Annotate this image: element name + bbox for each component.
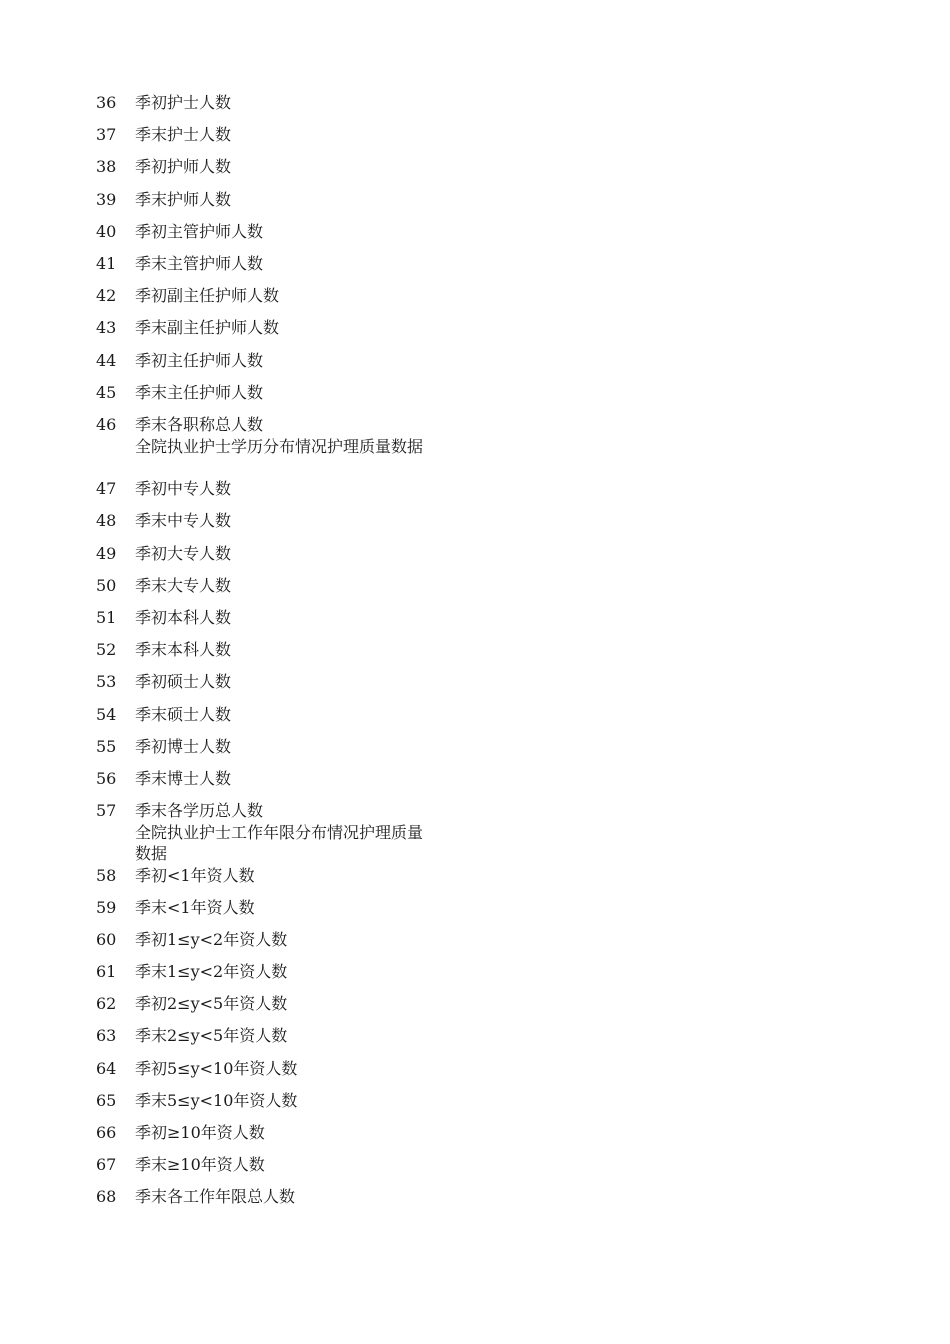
item-number: 58	[96, 865, 117, 885]
item-number: 36	[96, 93, 117, 112]
item-number: 67	[96, 1155, 117, 1175]
item-label: 季末本科人数	[135, 640, 232, 660]
item-label: 季初≥10年资人数	[135, 1123, 265, 1143]
item-label: 季初主管护师人数	[135, 221, 264, 241]
list-item	[96, 317, 516, 349]
item-label-group	[135, 639, 425, 661]
item-number: 53	[96, 672, 117, 692]
item-label: 季末主任护师人数	[135, 382, 264, 402]
item-number: 49	[96, 543, 117, 563]
item-label-group	[135, 800, 425, 864]
list-item	[96, 124, 516, 156]
list-item	[96, 382, 516, 414]
list-item	[96, 1090, 516, 1122]
item-label-group	[135, 189, 425, 211]
item-label-group	[135, 92, 425, 114]
item-number: 54	[96, 704, 117, 724]
item-label: 季末中专人数	[135, 511, 232, 531]
item-label-group	[135, 865, 425, 887]
list-item	[96, 575, 516, 607]
item-number: 52	[96, 640, 117, 660]
item-label: 季初1≤y<2年资人数	[135, 929, 288, 949]
item-label: 季末护士人数	[135, 125, 232, 145]
list-item	[96, 1122, 516, 1154]
item-label: 季末护师人数	[135, 189, 232, 209]
list-item	[96, 800, 516, 864]
item-label-group	[135, 736, 425, 758]
item-number: 41	[96, 253, 117, 273]
item-label: 季末2≤y<5年资人数	[135, 1026, 288, 1046]
item-label: 季初博士人数	[135, 736, 232, 756]
item-label-group	[135, 671, 425, 693]
item-label: 季初护师人数	[135, 157, 232, 177]
item-label-group	[135, 221, 425, 243]
list-item	[96, 92, 516, 124]
item-label: 季末博士人数	[135, 768, 232, 788]
item-label-group	[135, 1154, 425, 1176]
item-number: 64	[96, 1058, 117, 1078]
item-number: 47	[96, 479, 117, 499]
item-label-group	[135, 317, 425, 339]
item-number: 40	[96, 221, 117, 241]
item-label-group	[135, 1058, 425, 1080]
list-item	[96, 639, 516, 671]
item-label: 季初<1年资人数	[135, 865, 255, 885]
list-item	[96, 929, 516, 961]
item-number: 44	[96, 350, 117, 370]
section-heading: 全院执业护士学历分布情况护理质量数据	[135, 436, 424, 456]
list-item	[96, 1186, 516, 1218]
list-item	[96, 704, 516, 736]
item-number: 43	[96, 318, 117, 338]
item-label-group	[135, 929, 425, 951]
item-label: 季末5≤y<10年资人数	[135, 1090, 298, 1110]
item-label-group	[135, 961, 425, 983]
item-label-group	[135, 543, 425, 565]
item-label: 季末各工作年限总人数	[135, 1187, 296, 1207]
item-label: 季初本科人数	[135, 608, 232, 628]
item-label: 季初5≤y<10年资人数	[135, 1058, 298, 1078]
item-number: 59	[96, 897, 117, 917]
item-label-group	[135, 414, 425, 457]
indicator-list	[96, 92, 516, 1219]
item-number: 60	[96, 929, 117, 949]
list-item	[96, 768, 516, 800]
list-item	[96, 607, 516, 639]
list-item	[96, 253, 516, 285]
section-heading: 全院执业护士工作年限分布情况护理质量数据	[135, 823, 424, 864]
item-label-group	[135, 897, 425, 919]
item-number: 51	[96, 608, 117, 628]
item-number: 61	[96, 962, 117, 982]
item-label-group	[135, 704, 425, 726]
item-number: 63	[96, 1026, 117, 1046]
item-label-group	[135, 607, 425, 629]
list-item	[96, 993, 516, 1025]
item-label: 季初中专人数	[135, 479, 232, 499]
item-number: 45	[96, 382, 117, 402]
list-item	[96, 478, 516, 510]
item-number: 62	[96, 994, 117, 1014]
item-label-group	[135, 253, 425, 275]
item-number: 46	[96, 414, 117, 434]
list-item	[96, 350, 516, 382]
item-label: 季初主任护师人数	[135, 350, 264, 370]
item-number: 55	[96, 736, 117, 756]
item-label-group	[135, 1186, 425, 1208]
item-number: 38	[96, 157, 117, 177]
item-label: 季初大专人数	[135, 543, 232, 563]
item-number: 56	[96, 768, 117, 788]
list-item	[96, 221, 516, 253]
item-label-group	[135, 1090, 425, 1112]
item-label-group	[135, 768, 425, 790]
list-item	[96, 414, 516, 478]
item-number: 42	[96, 286, 117, 306]
list-item	[96, 1154, 516, 1186]
item-label-group	[135, 510, 425, 532]
item-label: 季初副主任护师人数	[135, 286, 280, 306]
item-number: 65	[96, 1090, 117, 1110]
item-label: 季初硕士人数	[135, 672, 232, 692]
item-number: 39	[96, 189, 117, 209]
item-label-group	[135, 1025, 425, 1047]
item-number: 68	[96, 1187, 117, 1207]
item-label-group	[135, 478, 425, 500]
item-label-group	[135, 350, 425, 372]
item-label: 季末大专人数	[135, 575, 232, 595]
list-item	[96, 189, 516, 221]
item-number: 37	[96, 125, 117, 145]
item-number: 50	[96, 575, 117, 595]
list-item	[96, 1058, 516, 1090]
item-label: 季末副主任护师人数	[135, 318, 280, 338]
list-item	[96, 671, 516, 703]
item-label: 季末各职称总人数	[135, 414, 264, 434]
item-label: 季初2≤y<5年资人数	[135, 994, 288, 1014]
list-item	[96, 156, 516, 188]
item-number: 57	[96, 801, 117, 821]
item-label-group	[135, 382, 425, 404]
list-item	[96, 1025, 516, 1057]
list-item	[96, 285, 516, 317]
list-item	[96, 736, 516, 768]
item-label: 季末<1年资人数	[135, 897, 255, 917]
item-number: 48	[96, 511, 117, 531]
item-label: 季末≥10年资人数	[135, 1155, 265, 1175]
item-label-group	[135, 993, 425, 1015]
list-item	[96, 865, 516, 897]
item-label-group	[135, 1122, 425, 1144]
item-label: 季末硕士人数	[135, 704, 232, 724]
list-item	[96, 897, 516, 929]
item-label: 季末各学历总人数	[135, 801, 264, 821]
list-item	[96, 543, 516, 575]
list-item	[96, 510, 516, 542]
item-label-group	[135, 575, 425, 597]
item-label-group	[135, 285, 425, 307]
item-label: 季末主管护师人数	[135, 253, 264, 273]
item-label-group	[135, 156, 425, 178]
item-number: 66	[96, 1123, 117, 1143]
item-label: 季初护士人数	[135, 93, 232, 112]
item-label-group	[135, 124, 425, 146]
list-item	[96, 961, 516, 993]
item-label: 季末1≤y<2年资人数	[135, 962, 288, 982]
